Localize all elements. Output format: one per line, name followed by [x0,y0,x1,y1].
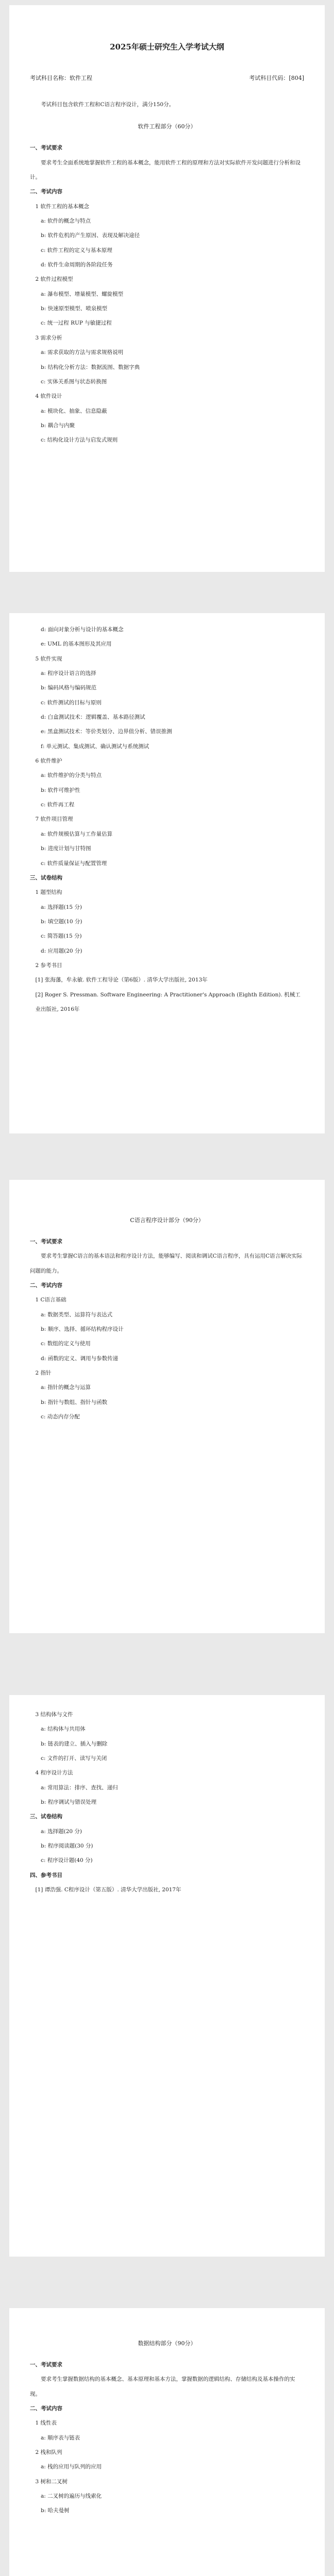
text-line: a: 二叉树的遍历与线索化 [41,2493,102,2500]
text-line: c: 程序设计题(40 分) [41,1857,93,1864]
text-line: d: 应用题(20 分) [41,947,82,954]
text-line: 3 树和二叉树 [35,2478,68,2485]
text-line: b: 耦合与内聚 [41,422,75,429]
text-line: b: 软件危机的产生原因、表现及解决途径 [41,232,140,239]
text-line: 2 栈和队列 [35,2449,62,2456]
text-line: 5 软件实现 [35,655,62,662]
text-line: 7 软件项目管理 [35,816,73,823]
text-line: b: 进度计划与甘特图 [41,845,91,852]
text-line: 二、考试内容 [30,1282,62,1289]
part1-title: 软件工程部分（60分） [138,123,196,130]
doc-page-1 [9,5,325,572]
page2-content [30,613,304,1016]
text-line: [1] 谭浩强. C程序设计（第五版）. 清华大学出版社, 2017年 [35,1887,181,1893]
text-line: b: 软件可维护性 [41,787,80,793]
text-line: 1 题型结构 [35,889,62,896]
text-line: b: 哈夫曼树 [41,2507,70,2514]
text-line: b: 程序调试与错误处理 [41,1799,97,1806]
text-line: a: 软件规模估算与工作量估算 [41,831,113,837]
intro-paragraph: 考试科目包含软件工程和C语言程序设计，满分150分。 [41,101,175,108]
text-line: [2] Roger S. Pressman. Software Engineering: A Practitioner's Approach (Eighth Edition). 机械工业出版社, 2016年 [35,991,300,1012]
text-line: a: 顺序表与链表 [41,2434,80,2441]
text-line: 一、考试要求 [30,145,62,151]
text-line: c: 软件再工程 [41,802,75,808]
text-line: 一、考试要求 [30,1239,62,1245]
text-line: a: 程序设计语言的选择 [41,670,96,677]
text-line: 4 程序设计方法 [35,1770,73,1776]
text-line: a: 数据类型、运算符与表达式 [41,1311,113,1318]
text-line: 6 软件维护 [35,758,62,765]
text-line: a: 选择题(15 分) [41,904,82,910]
text-line: a: 软件的概念与特点 [41,218,91,225]
page1-content [30,141,304,447]
doc-page-4 [9,1695,325,2257]
subject-code: 考试科目代码：[804] [249,75,304,81]
text-line: c: 统一过程 RUP 与敏捷过程 [41,320,112,327]
text-line: a: 选择题(20 分) [41,1828,82,1835]
text-line: c: 软件测试的目标与原则 [41,699,102,706]
text-line: b: 程序阅读题(30 分) [41,1843,93,1850]
text-line: a: 栈的应用与队列的应用 [41,2464,102,2470]
text-line: 3 结构体与文件 [35,1711,73,1718]
text-line: c: 实体关系图与状态转换图 [41,378,107,385]
text-line: a: 需求获取的方法与需求规格说明 [41,349,124,356]
text-line: c: 软件工程的定义与基本原理 [41,247,112,253]
text-line: 四、参考书目 [30,1872,62,1878]
exam-header [30,74,304,82]
text-line: a: 结构体与共用体 [41,1726,86,1733]
text-line: b: 链表的建立、插入与删除 [41,1740,108,1747]
text-line: f: 单元测试、集成测试、确认测试与系统测试 [41,743,149,750]
page5-content [30,2358,304,2518]
text-line: 2 软件过程模型 [35,276,73,283]
doc-page-2 [9,613,325,1133]
text-line: 要求考生掌握数据结构的基本概念、基本原理和基本方法，掌握数据的逻辑结构、存储结构及基本操作的实现。 [30,2376,295,2397]
page-gap [0,1633,334,1695]
text-line: [1] 张海藩，牟永敏. 软件工程导论（第6版）. 清华大学出版社, 2013年 [35,977,208,984]
page-gap [0,572,334,613]
text-line: a: 模块化、抽象、信息隐蔽 [41,408,107,414]
text-line: d: 白盒测试技术：逻辑覆盖、基本路径测试 [41,714,145,721]
text-line: 二、考试内容 [30,2405,62,2412]
part2-title: C语言程序设计部分（90分） [130,1217,204,1224]
text-line: 3 需求分析 [35,334,62,341]
text-line: 要求考生掌握C语言的基本语法和程序设计方法，能够编写、阅读和调试C语言程序，具有运用C语言解决实际问题的能力。 [30,1253,303,1274]
text-line: 1 软件工程的基本概念 [35,203,90,210]
text-line: b: 快速原型模型、喷泉模型 [41,306,108,312]
text-line: c: 文件的打开、读写与关闭 [41,1755,107,1762]
text-line: e: UML 的基本图形及其应用 [41,641,112,648]
text-line: b: 编码风格与编码规范 [41,685,97,691]
text-line: c: 简答题(15 分) [41,933,82,940]
page-gap [0,2257,334,2308]
text-line: c: 软件质量保证与配置管理 [41,860,107,867]
text-line: a: 指针的概念与运算 [41,1384,91,1391]
text-line: 1 C语言基础 [35,1297,66,1303]
subject-name: 考试科目名称：软件工程 [30,75,92,81]
text-line: b: 填空题(10 分) [41,918,82,925]
text-line: 4 软件设计 [35,393,62,400]
text-line: d: 软件生命周期的各阶段任务 [41,262,113,268]
text-line: 要求考生全面系统地掌握软件工程的基本概念，能用软件工程的原理和方法对实际软件开发问题进行分析和设计。 [30,159,300,181]
text-line: d: 面向对象分析与设计的基本概念 [41,626,124,633]
page4-content [30,1695,304,1897]
text-line: a: 瀑布模型、增量模型、螺旋模型 [41,291,124,297]
doc-page-3 [9,1180,325,1633]
text-line: a: 常用算法：排序、查找、递归 [41,1784,118,1791]
text-line: 1 线性表 [35,2420,57,2427]
text-line: a: 软件维护的分类与特点 [41,772,102,779]
text-line: b: 结构化分析方法：数据流图、数据字典 [41,364,140,370]
text-line: 一、考试要求 [30,2362,62,2368]
page3-content [30,1234,304,1424]
text-line: d: 函数的定义、调用与参数传递 [41,1355,119,1362]
document-title: 2025年硕士研究生入学考试大纲 [110,42,224,52]
doc-page-5 [9,2308,325,2576]
text-line: b: 指针与数组、指针与函数 [41,1399,108,1405]
text-line: 三、试卷结构 [30,874,62,881]
text-line: 二、考试内容 [30,189,62,195]
text-line: c: 动态内存分配 [41,1414,80,1420]
text-line: e: 黑盒测试技术：等价类划分、边界值分析、错误推测 [41,728,172,735]
text-line: 2 参考书目 [35,962,62,969]
text-line: 2 指针 [35,1370,52,1377]
text-line: b: 顺序、选择、循环结构程序设计 [41,1326,124,1333]
page-gap [0,1133,334,1180]
text-line: c: 数组的定义与使用 [41,1341,91,1347]
text-line: c: 结构化设计方法与启发式规则 [41,437,118,444]
part3-title: 数据结构部分（90分） [138,2340,196,2347]
text-line: 三、试卷结构 [30,1814,62,1820]
